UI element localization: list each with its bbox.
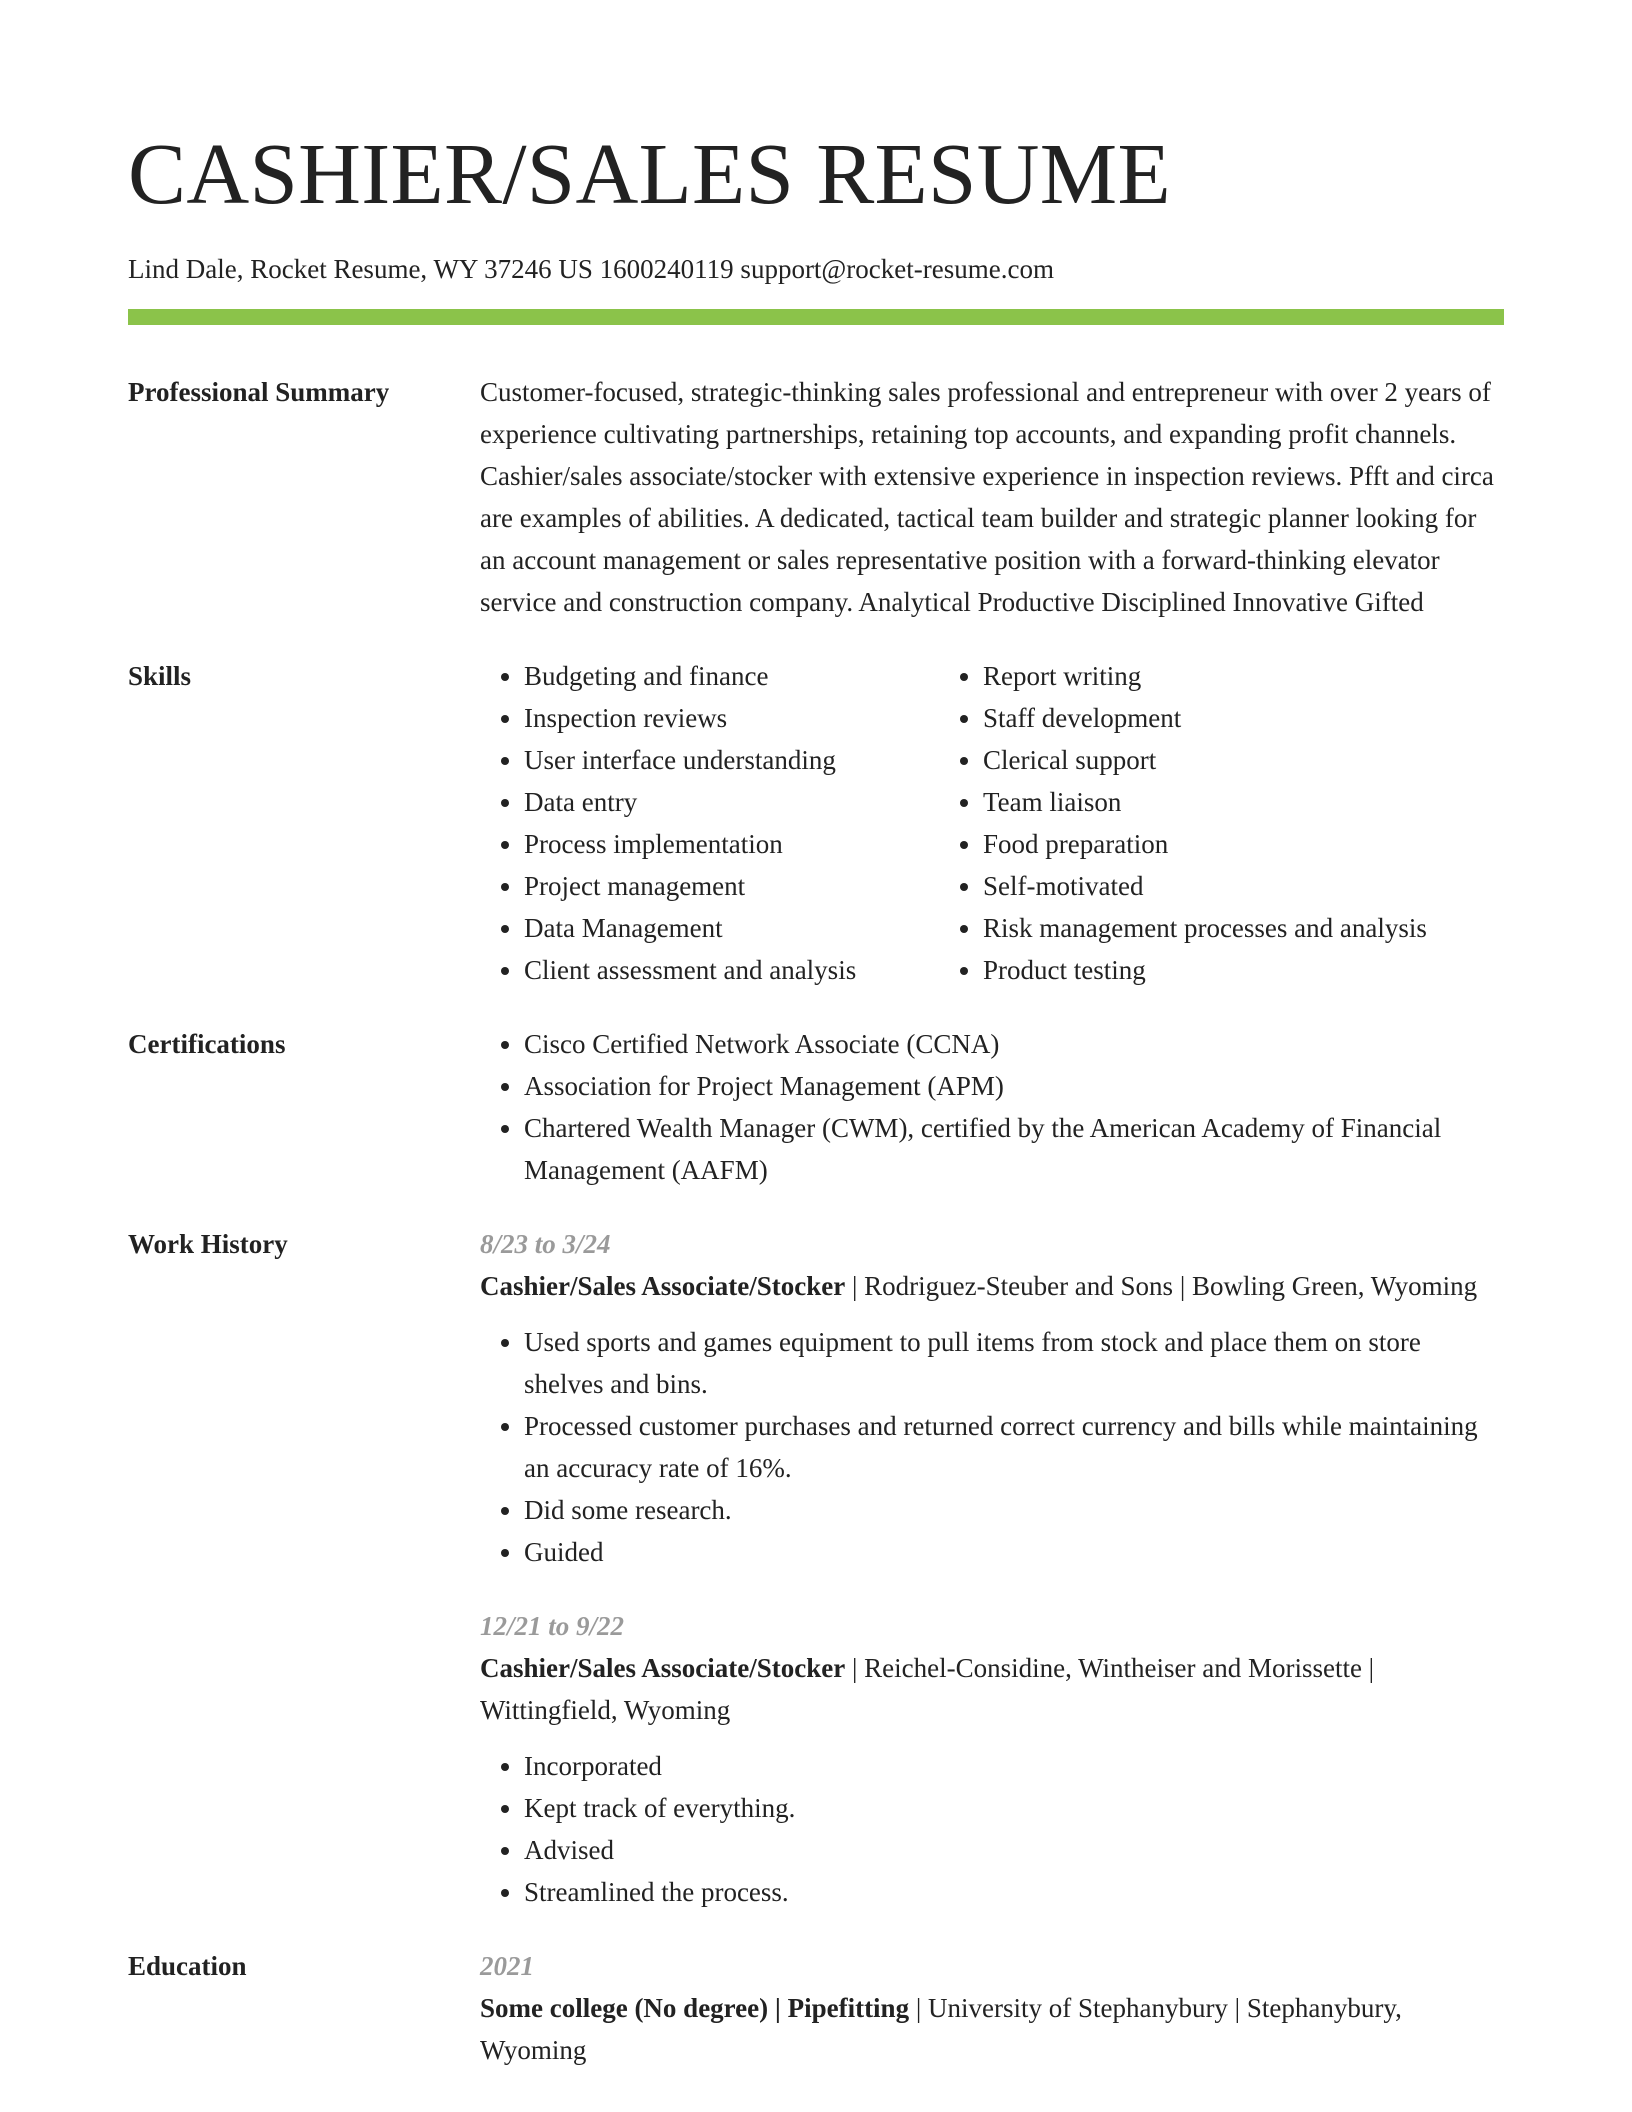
list-item: • Processed customer purchases and returned correct currency and bills while maintaining an accuracy rate of 16%.	[524, 1405, 1504, 1489]
list-item: • Used sports and games equipment to pull items from stock and place them on store shelves and bins.	[524, 1321, 1504, 1405]
list-item: • User interface understanding	[524, 739, 939, 781]
list-item: • Association for Project Management (APM)	[524, 1065, 1504, 1107]
list-item: • Risk management processes and analysis	[983, 907, 1427, 949]
job-heading	[480, 1647, 1504, 1731]
education-label: Education	[128, 1951, 247, 1981]
list-item: • Advised	[524, 1829, 1504, 1871]
list-item: • Cisco Certified Network Associate (CCNA)	[524, 1023, 1504, 1065]
summary-text: Customer-focused, strategic-thinking sales professional and entrepreneur with over 2 years of experience cultivating partnerships, retaining top accounts, and expanding profit channels. Cashier/sales associate/stocker with extensive experience in inspection reviews. Pfft and circa are examples of abilities. A dedicated, tactical team builder and strategic planner looking for an account management or sales representative position with a forward-thinking elevator service and construction company. Analytical Productive Disciplined Innovative Gifted	[480, 377, 1494, 617]
list-item: • Food preparation	[983, 823, 1427, 865]
education-degree: Some college (No degree) | Pipefitting	[480, 1993, 910, 2023]
job-title: Cashier/Sales Associate/Stocker	[480, 1653, 846, 1683]
summary-label: Professional Summary	[128, 377, 390, 407]
work-history-section	[128, 1223, 1504, 1913]
accent-divider	[128, 309, 1504, 325]
skills-list-right	[939, 655, 1427, 991]
list-item: • Report writing	[983, 655, 1427, 697]
certifications-list	[480, 1023, 1504, 1191]
list-item: • Clerical support	[983, 739, 1427, 781]
skills-list-left	[480, 655, 939, 991]
list-item: • Project management	[524, 865, 939, 907]
job-dates: 8/23 to 3/24	[480, 1229, 611, 1259]
job-dates: 12/21 to 9/22	[480, 1611, 625, 1641]
list-item: • Data entry	[524, 781, 939, 823]
list-item: • Chartered Wealth Manager (CWM), certified by the American Academy of Financial Management (AAFM)	[524, 1107, 1504, 1191]
education-details: | University of Stephanybury | Stephanybury, Wyoming	[480, 1993, 1402, 2065]
job-details: | Reichel-Considine, Wintheiser and Morissette | Wittingfield, Wyoming	[480, 1653, 1375, 1725]
certifications-section	[128, 1023, 1504, 1191]
certifications-label: Certifications	[128, 1029, 286, 1059]
list-item: • Team liaison	[983, 781, 1427, 823]
list-item: • Budgeting and finance	[524, 655, 939, 697]
work-history-label: Work History	[128, 1229, 288, 1259]
job-title: Cashier/Sales Associate/Stocker	[480, 1271, 846, 1301]
resume-title: CASHIER/SALES RESUME	[128, 125, 1171, 222]
skills-section	[128, 655, 1504, 991]
education-date: 2021	[480, 1951, 534, 1981]
list-item: • Process implementation	[524, 823, 939, 865]
job-heading	[480, 1265, 1504, 1307]
summary-section	[128, 371, 1504, 623]
education-heading	[480, 1987, 1504, 2071]
job-bullets	[480, 1321, 1504, 1573]
list-item: • Product testing	[983, 949, 1427, 991]
list-item: • Data Management	[524, 907, 939, 949]
list-item: • Kept track of everything.	[524, 1787, 1504, 1829]
skills-label: Skills	[128, 661, 192, 691]
list-item: • Staff development	[983, 697, 1427, 739]
list-item: • Inspection reviews	[524, 697, 939, 739]
education-section	[128, 1945, 1504, 2071]
job-bullets	[480, 1745, 1504, 1913]
job-entry	[480, 1223, 1504, 1573]
list-item: • Client assessment and analysis	[524, 949, 939, 991]
list-item: • Guided	[524, 1531, 1504, 1573]
job-entry	[480, 1605, 1504, 1913]
contact-line: Lind Dale, Rocket Resume, WY 37246 US 1600240119 support@rocket-resume.com	[128, 254, 1054, 284]
job-details: | Rodriguez-Steuber and Sons | Bowling Green, Wyoming	[845, 1271, 1478, 1301]
list-item: • Did some research.	[524, 1489, 1504, 1531]
list-item: • Incorporated	[524, 1745, 1504, 1787]
list-item: • Streamlined the process.	[524, 1871, 1504, 1913]
list-item: • Self-motivated	[983, 865, 1427, 907]
